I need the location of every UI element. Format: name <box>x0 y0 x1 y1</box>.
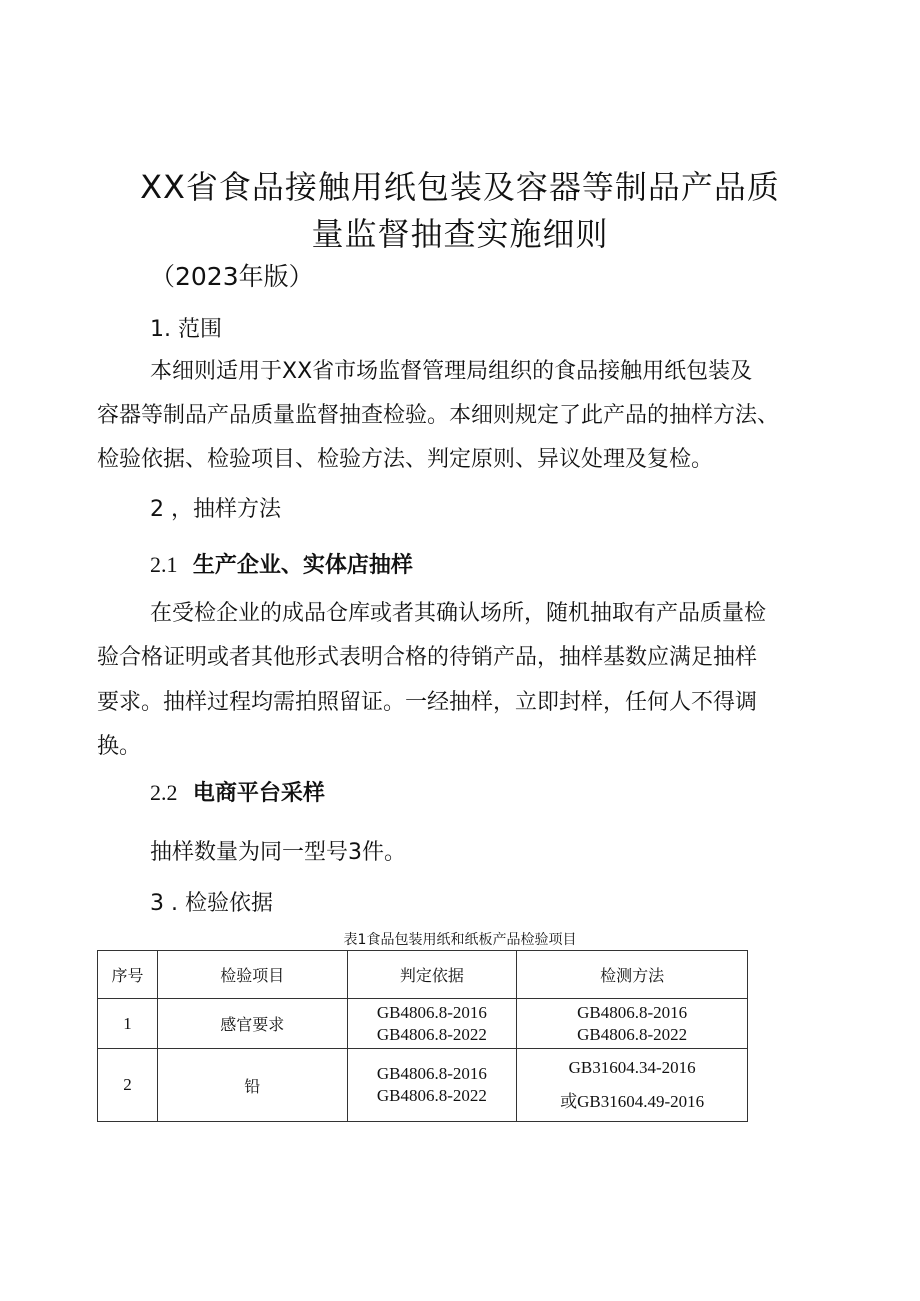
section-1-paragraph-line: 本细则适用于XX省市场监督管理局组织的食品接触用纸包装及 <box>150 359 753 384</box>
inspection-items-table <box>97 950 748 1122</box>
section-1-heading: 1. 范围 <box>150 317 222 342</box>
row-number-cell: 2 <box>98 1049 158 1122</box>
method-standard: GB4806.8-2016 <box>577 1002 688 1022</box>
table-header-row <box>98 951 748 999</box>
section-2-1-paragraph-line: 验合格证明或者其他形式表明合格的待销产品，抽样基数应满足抽样 <box>97 645 758 670</box>
section-2-2-heading <box>150 776 325 807</box>
section-2-heading: 2 ，抽样方法 <box>150 497 281 522</box>
inspection-item-cell: 感官要求 <box>157 999 347 1049</box>
table-row <box>98 1049 748 1122</box>
section-2-2-title: 电商平台采样 <box>192 781 325 806</box>
section-2-1-heading <box>150 548 413 579</box>
basis-standard: GB4806.8-2016 <box>376 1064 487 1083</box>
method-cell <box>517 999 748 1049</box>
section-2-2-paragraph: 抽样数量为同一型号3件。 <box>150 840 406 865</box>
basis-standard: GB4806.8-2022 <box>376 1024 487 1044</box>
table-header-cell: 检验项目 <box>157 951 347 999</box>
method-standard: GB4806.8-2022 <box>577 1024 688 1044</box>
method-standard: GB31604.34-2016 <box>568 1058 696 1077</box>
method-standard: 或GB31604.49-2016 <box>560 1092 705 1111</box>
section-2-2-number: 2.2 <box>150 780 178 805</box>
basis-cell <box>347 1049 517 1122</box>
method-cell <box>517 1049 748 1122</box>
basis-standard: GB4806.8-2016 <box>376 1002 487 1022</box>
document-title-line-1: XX省食品接触用纸包装及容器等制品产品质 <box>140 168 780 206</box>
section-1-paragraph-line: 检验依据、检验项目、检验方法、判定原则、异议处理及复检。 <box>97 447 714 472</box>
basis-standard: GB4806.8-2022 <box>376 1086 487 1105</box>
section-3-heading: 3 . 检验依据 <box>150 891 273 916</box>
section-2-1-paragraph-line: 在受检企业的成品仓库或者其确认场所，随机抽取有产品质量检 <box>150 601 767 626</box>
table-row <box>98 999 748 1049</box>
section-2-1-title: 生产企业、实体店抽样 <box>192 553 413 578</box>
table-caption: 表1食品包装用纸和纸板产品检验项目 <box>343 932 577 948</box>
section-1-paragraph-line: 容器等制品产品质量监督抽查检验。本细则规定了此产品的抽样方法、 <box>97 403 780 428</box>
document-title-line-2: 量监督抽查实施细则 <box>311 215 609 253</box>
section-2-1-number: 2.1 <box>150 552 178 577</box>
basis-cell <box>347 999 517 1049</box>
table-header-cell: 判定依据 <box>347 951 517 999</box>
inspection-item-cell: 铅 <box>157 1049 347 1122</box>
section-2-1-paragraph-line: 换。 <box>97 734 142 759</box>
table-header-cell: 检测方法 <box>517 951 748 999</box>
table-header-cell: 序号 <box>98 951 158 999</box>
row-number-cell: 1 <box>98 999 158 1049</box>
edition-label: （2023年版） <box>150 262 314 291</box>
section-2-1-paragraph-line: 要求。抽样过程均需拍照留证。一经抽样，立即封样，任何人不得调 <box>97 690 758 715</box>
